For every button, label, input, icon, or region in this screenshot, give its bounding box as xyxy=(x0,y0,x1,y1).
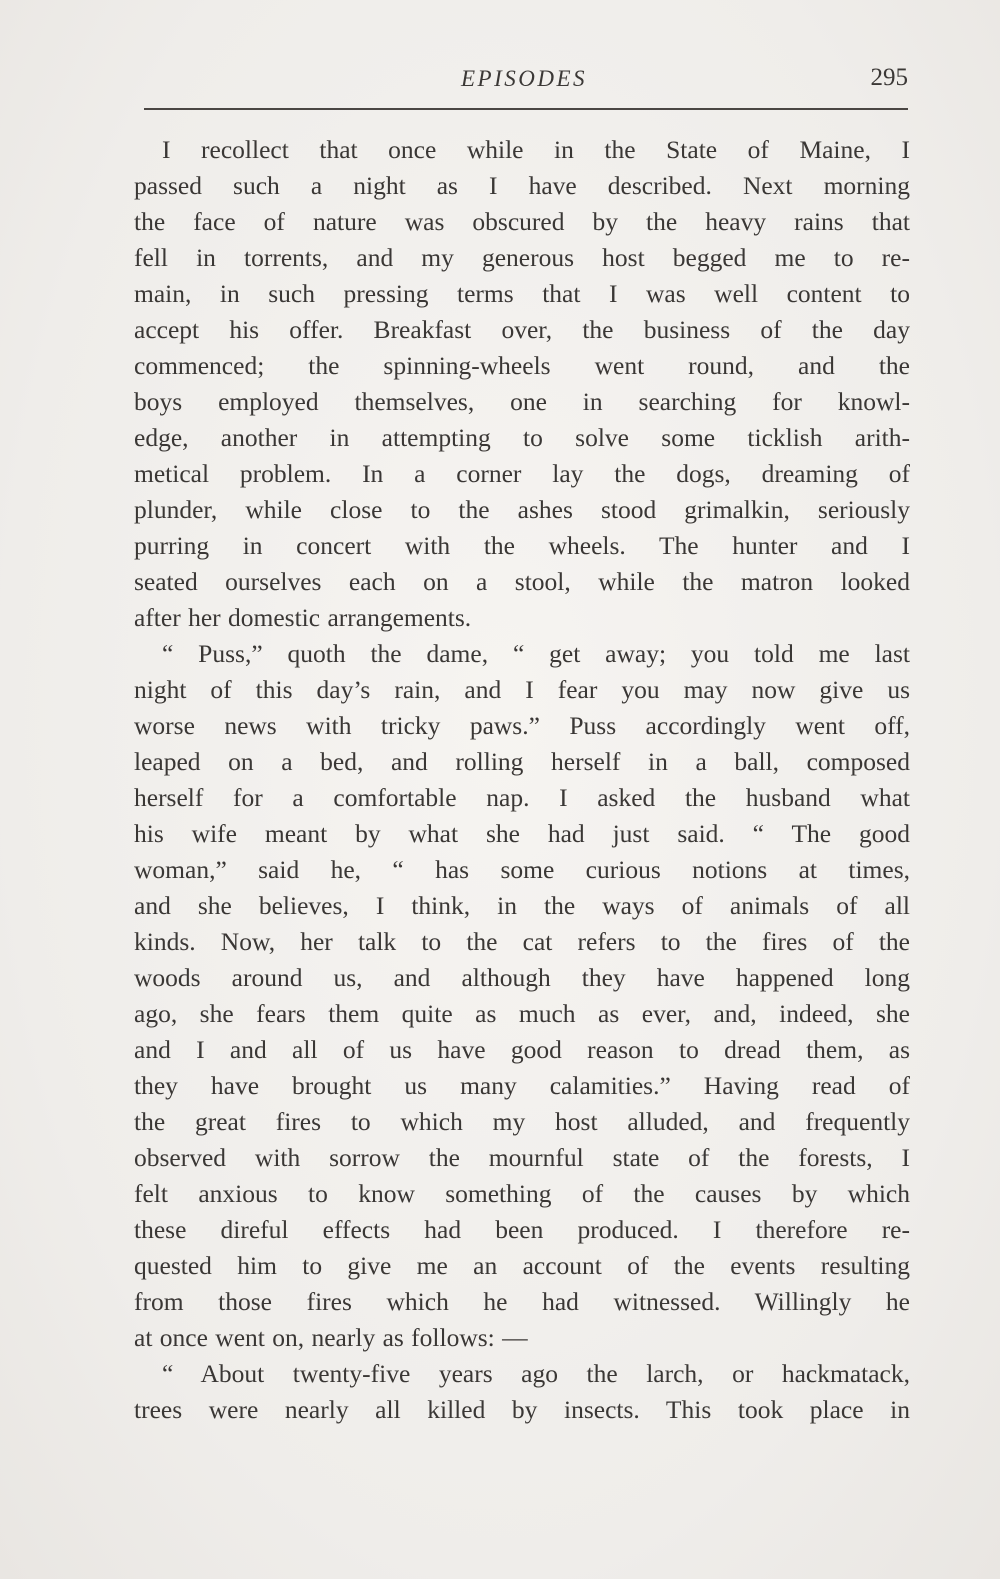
text-line: leaped on a bed, and rolling herself in a ball, composed xyxy=(134,747,910,776)
text-line: and I and all of us have good reason to dread them, as xyxy=(134,1035,910,1064)
text-line: woods around us, and although they have happened long xyxy=(134,963,910,992)
text-line: quested him to give me an account of the events resulting xyxy=(134,1251,910,1280)
text-line: worse news with tricky paws.” Puss accordingly went off, xyxy=(134,711,910,740)
text-line: seated ourselves each on a stool, while the matron looked xyxy=(134,567,910,596)
text-line: after her domestic arrangements. xyxy=(134,603,472,632)
header-rule xyxy=(144,108,908,110)
text-line: from those fires which he had witnessed. Willingly he xyxy=(134,1287,910,1316)
text-line: “ About twenty-five years ago the larch, or hackmatack, xyxy=(162,1359,910,1388)
text-line: purring in concert with the wheels. The hunter and I xyxy=(134,531,910,560)
text-line: they have brought us many calamities.” Having read of xyxy=(134,1071,910,1100)
text-line: kinds. Now, her talk to the cat refers to the fires of the xyxy=(134,927,910,956)
text-line: “ Puss,” quoth the dame, “ get away; you told me last xyxy=(162,639,910,668)
text-line: the great fires to which my host alluded, and frequently xyxy=(134,1107,910,1136)
text-line: trees were nearly all killed by insects. This took place in xyxy=(134,1395,910,1424)
text-line: accept his offer. Breakfast over, the business of the day xyxy=(134,315,910,344)
text-line: main, in such pressing terms that I was well content to xyxy=(134,279,910,308)
page-header xyxy=(138,62,910,102)
text-line: I recollect that once while in the State of Maine, I xyxy=(162,135,910,164)
text-line: at once went on, nearly as follows: — xyxy=(134,1323,528,1352)
text-line: commenced; the spinning-wheels went round, and the xyxy=(134,351,910,380)
body-text xyxy=(134,132,910,1428)
text-line: boys employed themselves, one in searching for knowl- xyxy=(134,387,910,416)
text-line: his wife meant by what she had just said. “ The good xyxy=(134,819,910,848)
text-line: passed such a night as I have described. Next morning xyxy=(134,171,910,200)
text-line: observed with sorrow the mournful state of the forests, I xyxy=(134,1143,910,1172)
text-line: night of this day’s rain, and I fear you may now give us xyxy=(134,675,910,704)
text-line: felt anxious to know something of the causes by which xyxy=(134,1179,910,1208)
text-line: woman,” said he, “ has some curious notions at times, xyxy=(134,855,910,884)
text-line: herself for a comfortable nap. I asked the husband what xyxy=(134,783,910,812)
text-line: and she believes, I think, in the ways of animals of all xyxy=(134,891,910,920)
text-line: ago, she fears them quite as much as ever, and, indeed, she xyxy=(134,999,910,1028)
text-line: edge, another in attempting to solve some ticklish arith- xyxy=(134,423,910,452)
page-number: 295 xyxy=(870,64,908,91)
text-line: fell in torrents, and my generous host begged me to re- xyxy=(134,243,910,272)
text-line: metical problem. In a corner lay the dogs, dreaming of xyxy=(134,459,910,488)
text-line: plunder, while close to the ashes stood grimalkin, seriously xyxy=(134,495,910,524)
text-line: these direful effects had been produced. I therefore re- xyxy=(134,1215,910,1244)
text-line: the face of nature was obscured by the heavy rains that xyxy=(134,207,910,236)
running-head: EPISODES xyxy=(460,66,588,91)
